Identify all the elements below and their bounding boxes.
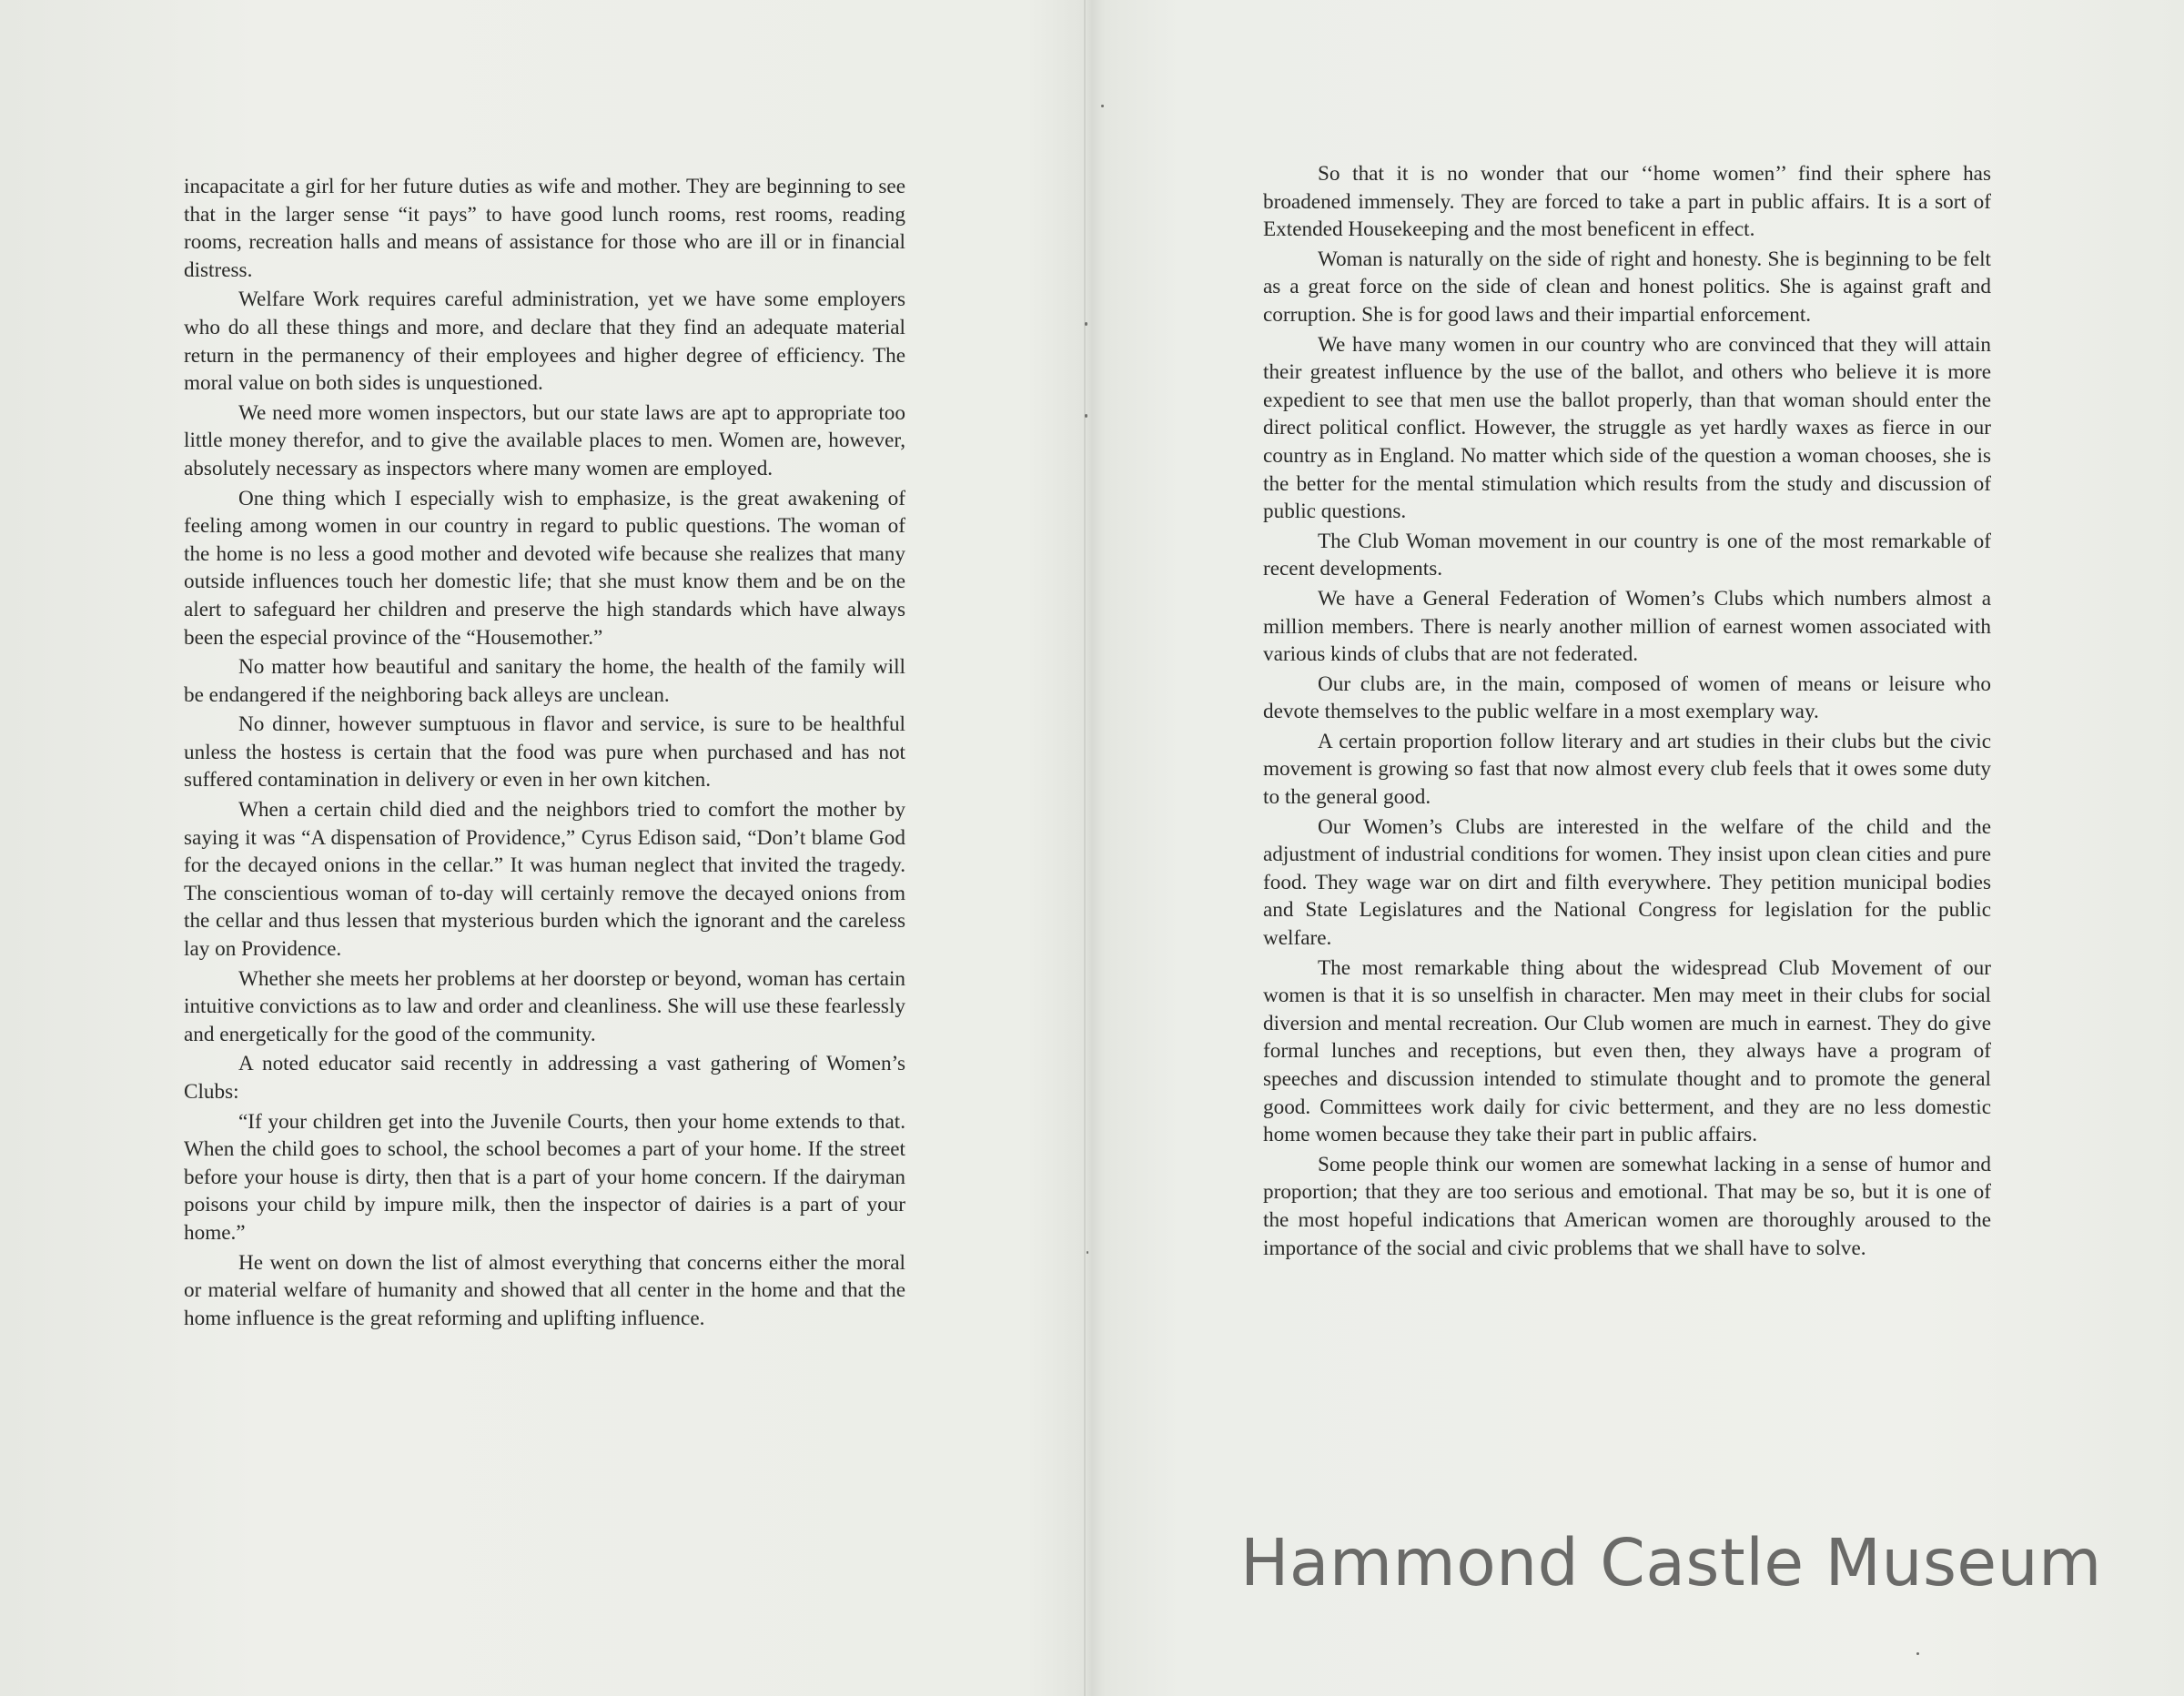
right-page — [1087, 0, 2184, 1696]
paragraph: He went on down the list of almost everything that concerns either the moral or material welfare of humanity and showed that all center in the home and that the home influence is the great reforming and uplifting influence. — [184, 1250, 905, 1330]
paragraph: incapacitate a girl for her future duties as wife and mother. They are beginning to see that in the larger sense “it pays” to have good lunch rooms, rest rooms, reading rooms, recreation halls and means of assistance for those who are ill or in financial distress. — [184, 175, 905, 282]
paragraph: So that it is no wonder that our ‘‘home women’’ find their sphere has broadened immensely. They are forced to take a part in public affairs. It is a sort of Extended Housekeeping and the most beneficent in effect. — [1263, 162, 1991, 242]
paragraph: Our Women’s Clubs are interested in the welfare of the child and the adjustment of industrial conditions for women. They insist upon clean cities and pure food. They wage war on dirt and filth everywhere. They petition municipal bodies and State Legislatures and the National Congress for legislation for the public welfare. — [1263, 814, 1991, 951]
paragraph: A noted educator said recently in addressing a vast gathering of Women’s Clubs: — [184, 1052, 905, 1104]
right-text-column — [1263, 160, 1991, 1264]
paragraph: When a certain child died and the neighbors tried to comfort the mother by saying it was “A dispensation of Providence,” Cyrus Edison said, “Don’t blame God for the decayed onions in the cellar.” It was human neglect that invited the tragedy. The conscientious woman of to-day will certainly remove the decayed onions from the cellar and thus lessen that mysterious burden which the ignorant and the careless lay on Providence. — [184, 798, 905, 962]
paragraph: No matter how beautiful and sanitary the home, the health of the family will be endangered if the neighboring back alleys are unclean. — [184, 655, 905, 707]
paragraph: Some people think our women are somewhat lacking in a sense of humor and proportion; that they are too serious and emotional. That may be so, but it is one of the most hopeful indications that American women are thoroughly aroused to the importance of the social and civic problems that we shall have to solve. — [1263, 1152, 1991, 1260]
paragraph: Woman is naturally on the side of right and honesty. She is beginning to be felt as a great force on the side of clean and honest politics. She is against graft and corruption. She is for good laws and their impartial enforcement. — [1263, 247, 1991, 327]
paragraph: We need more women inspectors, but our state laws are apt to appropriate too little money therefor, and to give the available places to men. Women are, however, absolutely necessary as inspectors where many women are employed. — [184, 400, 905, 480]
paper-speck — [1087, 1251, 1088, 1254]
quotation-paragraph: “If your children get into the Juvenile Courts, then your home extends to that. When the child goes to school, the school becomes a part of your home. If the street before your house is dirty, then that is a part of your home concern. If the dairyman poisons your child by impure milk, then the inspector of dairies is a part of your home.” — [184, 1109, 905, 1245]
paper-speck — [1085, 322, 1087, 326]
paragraph: No dinner, however sumptuous in flavor and service, is sure to be healthful unless the hostess is certain that the food was pure when purchased and has not suffered contamination in delivery or even in her own kitchen. — [184, 712, 905, 792]
paragraph: A certain proportion follow literary and art studies in their clubs but the civic movement is growing so fast that now almost every club feels that it owes some duty to the general good. — [1263, 729, 1991, 810]
paragraph: One thing which I especially wish to emphasize, is the great awakening of feeling among women in our country in regard to public questions. The woman of the home is no less a good mother and devoted wife because she realizes that many outside influences touch her domestic life; that she must know them and be on the alert to safeguard her children and preserve the high standards which have always been the especial province of the “Housemother.” — [184, 486, 905, 650]
paragraph: Our clubs are, in the main, composed of women of means or leisure who devote themselves to the public welfare in a most exemplary way. — [1263, 671, 1991, 724]
paragraph: Welfare Work requires careful administration, yet we have some employers who do all these things and more, and declare that they find an adequate material return in the permanency of their employees and higher degree of efficiency. The moral value on both sides is unquestioned. — [184, 288, 905, 396]
left-page — [0, 0, 1085, 1696]
paper-speck — [1916, 1652, 1919, 1655]
paragraph: We have a General Federation of Women’s Clubs which numbers almost a million members. There is nearly another million of earnest women associated with various kinds of clubs that are not federated. — [1263, 586, 1991, 667]
paper-speck — [1101, 105, 1104, 107]
paragraph: The most remarkable thing about the widespread Club Movement of our women is that it is so unselfish in character. Men may meet in their clubs for social diversion and mental recreation. Our Club women are much in earnest. They do give formal lunches and receptions, but even then, they always have a program of speeches and discussion intended to stimulate thought and to promote the general good. Committees work daily for civic betterment, and they are no less domestic home women because they take their part in public affairs. — [1263, 955, 1991, 1147]
left-text-column — [184, 173, 905, 1334]
paragraph: We have many women in our country who are convinced that they will attain their greatest influence by the use of the ballot, and others who believe it is more expedient to see that men use the ballot properly, than that woman should enter the direct political conflict. However, the struggle as yet hardly waxes as fierce in our country as in England. No matter which side of the question a woman chooses, she is the better for the mental stimulation which results from the study and discussion of public questions. — [1263, 332, 1991, 524]
paragraph: Whether she meets her problems at her doorstep or beyond, woman has certain intuitive convictions as to law and order and cleanliness. She will use these fearlessly and energetically for the good of the community. — [184, 966, 905, 1046]
museum-watermark: Hammond Castle Museum — [1240, 1525, 2102, 1600]
paper-speck — [1085, 414, 1087, 418]
paragraph: The Club Woman movement in our country is one of the most remarkable of recent developments. — [1263, 529, 1991, 581]
